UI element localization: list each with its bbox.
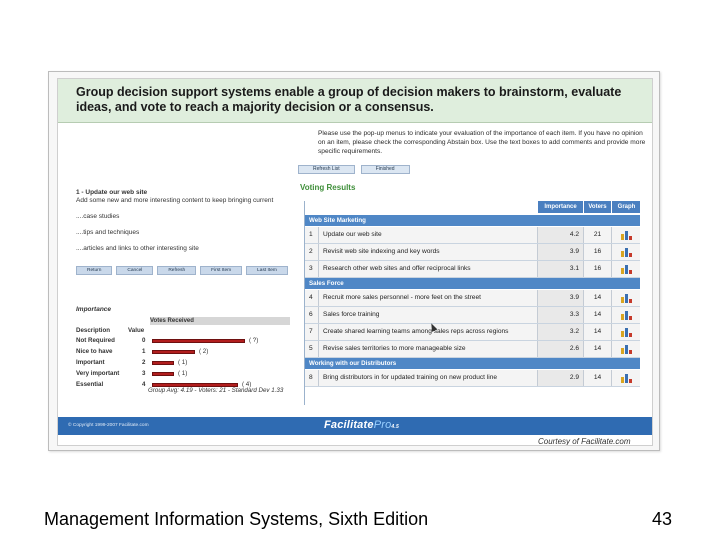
logo-pro: Pro [373,419,392,431]
logo-main: Facilitate [324,419,374,431]
last-item-button[interactable]: Last Item [246,266,288,275]
vote-count: ( 4) [242,381,252,388]
item-text[interactable]: Recruit more sales personnel - more feet on the street [323,294,481,301]
importance-description: Not Required [76,337,115,344]
divider [318,261,319,277]
chart-icon-bar [621,314,624,320]
table-row[interactable] [305,341,640,358]
importance-value: 0 [142,337,146,344]
graph-cell [611,244,640,260]
group-header: Sales Force [305,278,640,289]
chart-icon-bar [621,297,624,303]
graph-cell [611,307,640,323]
vote-bar [152,372,174,376]
chart-icon-bar [621,268,624,274]
bar-chart-icon[interactable] [621,293,632,303]
screenshot-frame [48,71,660,451]
graph-cell [611,324,640,340]
bar-chart-icon[interactable] [621,264,632,274]
chart-icon-bar [629,236,632,240]
table-row[interactable] [305,290,640,307]
navigation-buttons [76,266,298,288]
chart-icon-bar [625,311,628,320]
chart-icon-bar [625,231,628,240]
vote-count: ( 2) [199,348,209,355]
importance-description: Nice to have [76,348,113,355]
table-row[interactable] [305,370,640,387]
importance-row [76,348,298,358]
bar-chart-icon[interactable] [621,344,632,354]
importance-score: 3.3 [537,307,583,323]
voter-count: 16 [583,261,611,277]
bullet-tips: ....tips and techniques [76,229,140,236]
bar-chart-icon[interactable] [621,310,632,320]
divider [318,370,319,386]
importance-score: 3.9 [537,244,583,260]
copyright-text: © Copyright 1999-2007 Facilitate.com [68,423,149,428]
item-text[interactable]: Revise sales territories to more manageable size [323,345,466,352]
instruction-buttons [298,165,410,175]
graph-cell [611,290,640,306]
chart-icon-bar [625,328,628,337]
vote-bar [152,339,245,343]
chart-icon-bar [625,374,628,383]
chart-icon-bar [629,316,632,320]
table-row[interactable] [305,261,640,278]
table-row[interactable] [305,324,640,341]
return-button[interactable]: Return [76,266,112,275]
finished-button[interactable]: Finished [361,165,410,174]
vote-bar [152,361,174,365]
voter-count: 14 [583,324,611,340]
importance-header[interactable]: Importance [537,201,583,213]
item-text[interactable]: Sales force training [323,311,380,318]
item-number: 3 [309,265,313,272]
importance-title: Importance [76,306,112,313]
importance-description: Essential [76,381,104,388]
item-text[interactable]: Update our web site [323,231,382,238]
importance-description: Important [76,359,105,366]
item-description: Add some new and more interesting content to keep bringing current [76,197,274,204]
vote-count: ( 1) [178,370,188,377]
chart-icon-bar [629,270,632,274]
votes-received-header: Votes Received [150,317,290,325]
chart-icon-bar [629,253,632,257]
headline: Group decision support systems enable a group of decision makers to brainstorm, evaluate ideas, and vote to reach a majority decision or a consensus. [58,79,653,123]
importance-score: 3.1 [537,261,583,277]
voting-results-title: Voting Results [300,183,356,192]
importance-value: 1 [142,348,146,355]
vote-bar [152,350,195,354]
divider [318,290,319,306]
divider [318,244,319,260]
refresh-button[interactable]: Refresh [157,266,196,275]
voting-results-table [304,201,640,405]
app-window [57,78,653,446]
chart-icon-bar [629,350,632,354]
bar-chart-icon[interactable] [621,247,632,257]
voter-count: 21 [583,227,611,243]
divider [318,227,319,243]
importance-row [76,370,298,380]
table-row[interactable] [305,244,640,261]
cancel-button[interactable]: Cancel [116,266,153,275]
chart-icon-bar [625,265,628,274]
graph-header[interactable]: Graph [611,201,640,213]
voter-count: 14 [583,290,611,306]
voter-count: 14 [583,341,611,357]
chart-icon-bar [629,379,632,383]
item-number: 1 [309,231,313,238]
chart-icon-bar [621,348,624,354]
table-header [305,201,640,213]
item-text[interactable]: Create shared learning teams among sales reps across regions [323,328,509,335]
chart-icon-bar [621,234,624,240]
item-number: 6 [309,311,313,318]
importance-description: Very important [76,370,120,377]
chart-icon-bar [621,251,624,257]
logo-suffix: 4.5 [391,424,399,430]
facilitate-pro-logo [324,419,399,431]
importance-score: 3.9 [537,290,583,306]
courtesy-credit: Courtesy of Facilitate.com [538,437,631,446]
importance-score: 4.2 [537,227,583,243]
bullet-articles: ....articles and links to other interesting site [76,245,199,252]
importance-value: 4 [142,381,146,388]
slide-number: 43 [652,509,673,529]
bar-chart-icon[interactable] [621,230,632,240]
graph-cell [611,227,640,243]
importance-row [76,359,298,369]
group-header: Working with our Distributors [305,358,640,369]
vote-count: ( 1) [178,359,188,366]
item-text[interactable]: Bring distributors in for updated training on new product line [323,374,498,381]
chart-icon-bar [625,345,628,354]
divider [318,307,319,323]
importance-score: 2.6 [537,341,583,357]
bar-chart-icon[interactable] [621,373,632,383]
chart-icon-bar [629,333,632,337]
chart-icon-bar [625,248,628,257]
slide-caption: Management Information Systems, Sixth Edition [44,509,429,529]
item-text[interactable]: Revisit web site indexing and key words [323,248,440,255]
importance-row [76,337,298,347]
importance-score: 3.2 [537,324,583,340]
item-number: 7 [309,328,313,335]
value-column-header: Value [128,327,145,334]
importance-value: 3 [142,370,146,377]
graph-cell [611,370,640,386]
divider [318,341,319,357]
first-item-button[interactable]: First Item [200,266,242,275]
refresh-list-button[interactable]: Refresh List [298,165,355,174]
table-row[interactable] [305,307,640,324]
item-number: 8 [309,374,313,381]
item-number: 2 [309,248,313,255]
voter-count: 14 [583,370,611,386]
voter-count: 14 [583,307,611,323]
graph-cell [611,341,640,357]
chart-icon-bar [621,331,624,337]
divider [318,324,319,340]
item-text[interactable]: Research other web sites and offer reciprocal links [323,265,471,272]
footer-bar [58,417,653,435]
importance-value: 2 [142,359,146,366]
voters-header[interactable]: Voters [583,201,611,213]
chart-icon-bar [629,299,632,303]
bullet-case-studies: ....case studies [76,213,120,220]
item-detail-panel [76,189,298,411]
voter-count: 16 [583,244,611,260]
group-summary: Group Avg: 4.19 - Voters: 21 - Standard Dev 1.33 [148,387,284,394]
graph-cell [611,261,640,277]
description-column-header: Description [76,327,111,334]
importance-score: 2.9 [537,370,583,386]
chart-icon-bar [625,294,628,303]
chart-icon-bar [621,377,624,383]
vote-count: ( ?) [249,337,259,344]
table-row[interactable] [305,227,640,244]
item-number: 4 [309,294,313,301]
instructions-text: Please use the pop-up menus to indicate your evaluation of the importance of each item. If you have no opinion on an item, please check the corresponding Abstain box. Use the text boxes to add comments and provide more specific requirements. [318,130,646,155]
bar-chart-icon[interactable] [621,327,632,337]
group-header: Web Site Marketing [305,215,640,226]
item-title: 1 - Update our web site [76,189,148,196]
item-number: 5 [309,345,313,352]
